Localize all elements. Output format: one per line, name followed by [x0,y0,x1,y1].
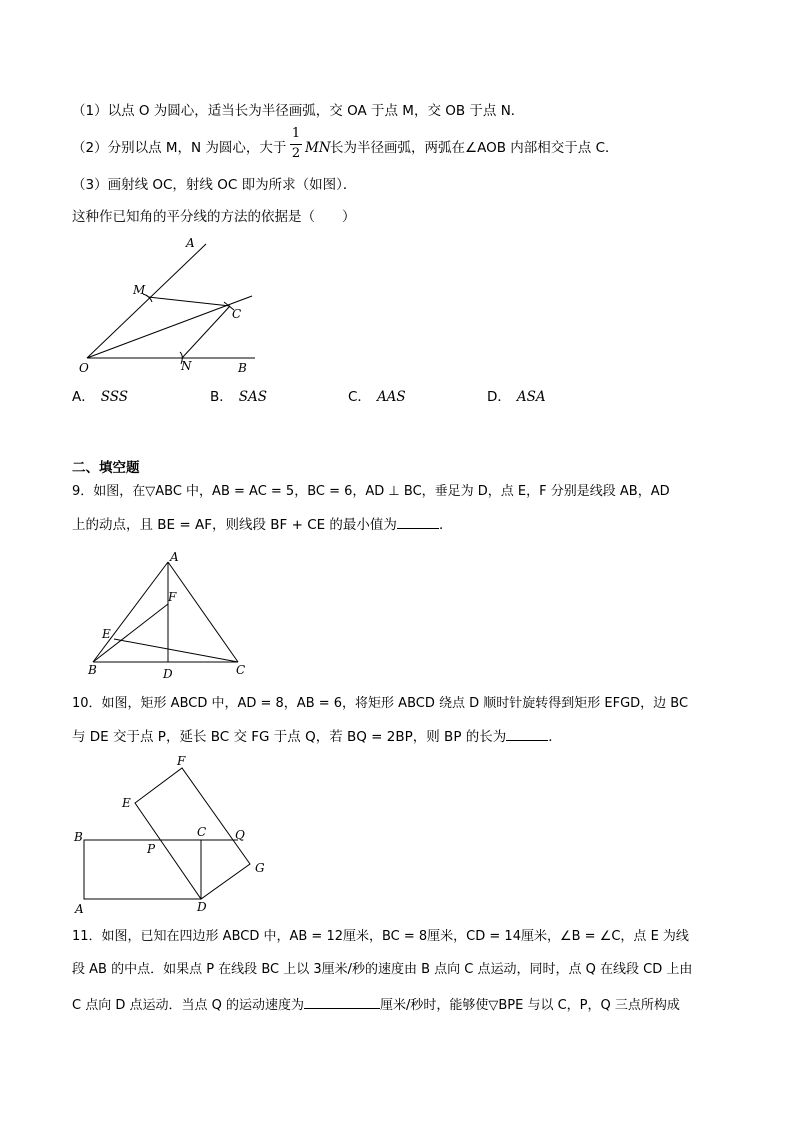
fig2-label-d: D [163,667,173,681]
fig3-label-d: D [197,900,207,914]
fig3-label-f: F [177,754,186,768]
fig2-label-e: E [102,627,111,641]
fig3-label-p: P [147,842,156,856]
option-b-text: SAS [238,389,268,405]
section-heading: 二、填空题 [72,460,140,476]
p9-line-1: 9．如图，在▽ABC 中，AB = AC = 5，BC = 6，AD ⊥ BC，垂足为 D，点 E，F 分别是线段 AB，AD [72,484,670,499]
fig2-label-a: A [170,550,179,564]
p11-line-2: 段 AB 的中点．如果点 P 在线段 BC 上以 3厘米/秒的速度由 B 点向 C 点运动，同时，点 Q 在线段 CD 上由 [72,962,693,977]
question-text: 这种作已知角的平分线的方法的依据是（ ） [72,209,356,225]
fig2-label-f: F [168,590,177,604]
fig1-label-o: O [79,361,89,375]
fraction-denominator: 2 [291,146,301,161]
option-a-text: SSS [100,389,129,405]
p10-line-2-end: ． [548,729,562,745]
option-a-letter: A． [72,389,95,405]
p10-line-2-text: 与 DE 交于点 P，延长 BC 交 FG 于点 Q，若 BQ = 2BP，则 BP 的长为 [72,729,507,745]
fig1-label-m: M [133,283,146,297]
option-c-letter: C． [348,389,371,405]
fig3-label-g: G [255,861,265,875]
option-b-letter: B． [210,389,233,405]
step-2-text-c: 长为半径画弧，两弧在∠AOB 内部相交于点 C． [330,140,619,156]
fig1-label-n: N [181,359,192,373]
p11-line-3-text-a: C 点向 D 点运动．当点 Q 的运动速度为 [72,998,304,1013]
fig1-label-a: A [186,236,195,250]
fig3-label-a: A [75,902,84,916]
fig3-label-e: E [122,796,131,810]
fig2-label-b: B [88,663,97,677]
p11-line-3-text-b: 厘米/秒时，能够使▽BPE 与以 C，P，Q 三点所构成 [379,998,680,1013]
fraction-numerator: 1 [291,126,301,141]
p9-line-2-end: ． [438,517,453,533]
fig2-label-c: C [236,663,246,677]
fig1-label-b: B [238,361,247,375]
option-d-text: ASA [516,389,546,405]
p11-line-3 [72,994,680,1016]
option-c-text: AAS [376,389,406,405]
fig3-label-q: Q [235,828,245,842]
fig1-label-c: C [232,307,242,321]
fig3-label-c: C [197,825,207,839]
p11-answer-blank[interactable] [304,994,380,1009]
step-2-text-a: （2）分别以点 M，N 为圆心，大于 [72,140,287,156]
fig3-label-b: B [74,830,83,844]
p10-line-1: 10．如图，矩形 ABCD 中，AD = 8，AB = 6，将矩形 ABCD 绕点 D 顺时针旋转得到矩形 EFGD，边 BC [72,696,689,711]
step-3: （3）画射线 OC，射线 OC 即为所求（如图）． [72,177,357,193]
step-1: （1）以点 O 为圆心，适当长为半径画弧，交 OA 于点 M，交 OB 于点 N． [72,103,525,119]
option-d-letter: D． [487,389,511,405]
p9-line-2-text: 上的动点，且 BE = AF，则线段 BF + CE 的最小值为 [72,517,397,533]
p11-line-1: 11．如图，已知在四边形 ABCD 中，AB = 12厘米，BC = 8厘米，CD = 14厘米，∠B = ∠C，点 E 为线 [72,929,689,944]
step-2-mn: MN [305,140,331,156]
